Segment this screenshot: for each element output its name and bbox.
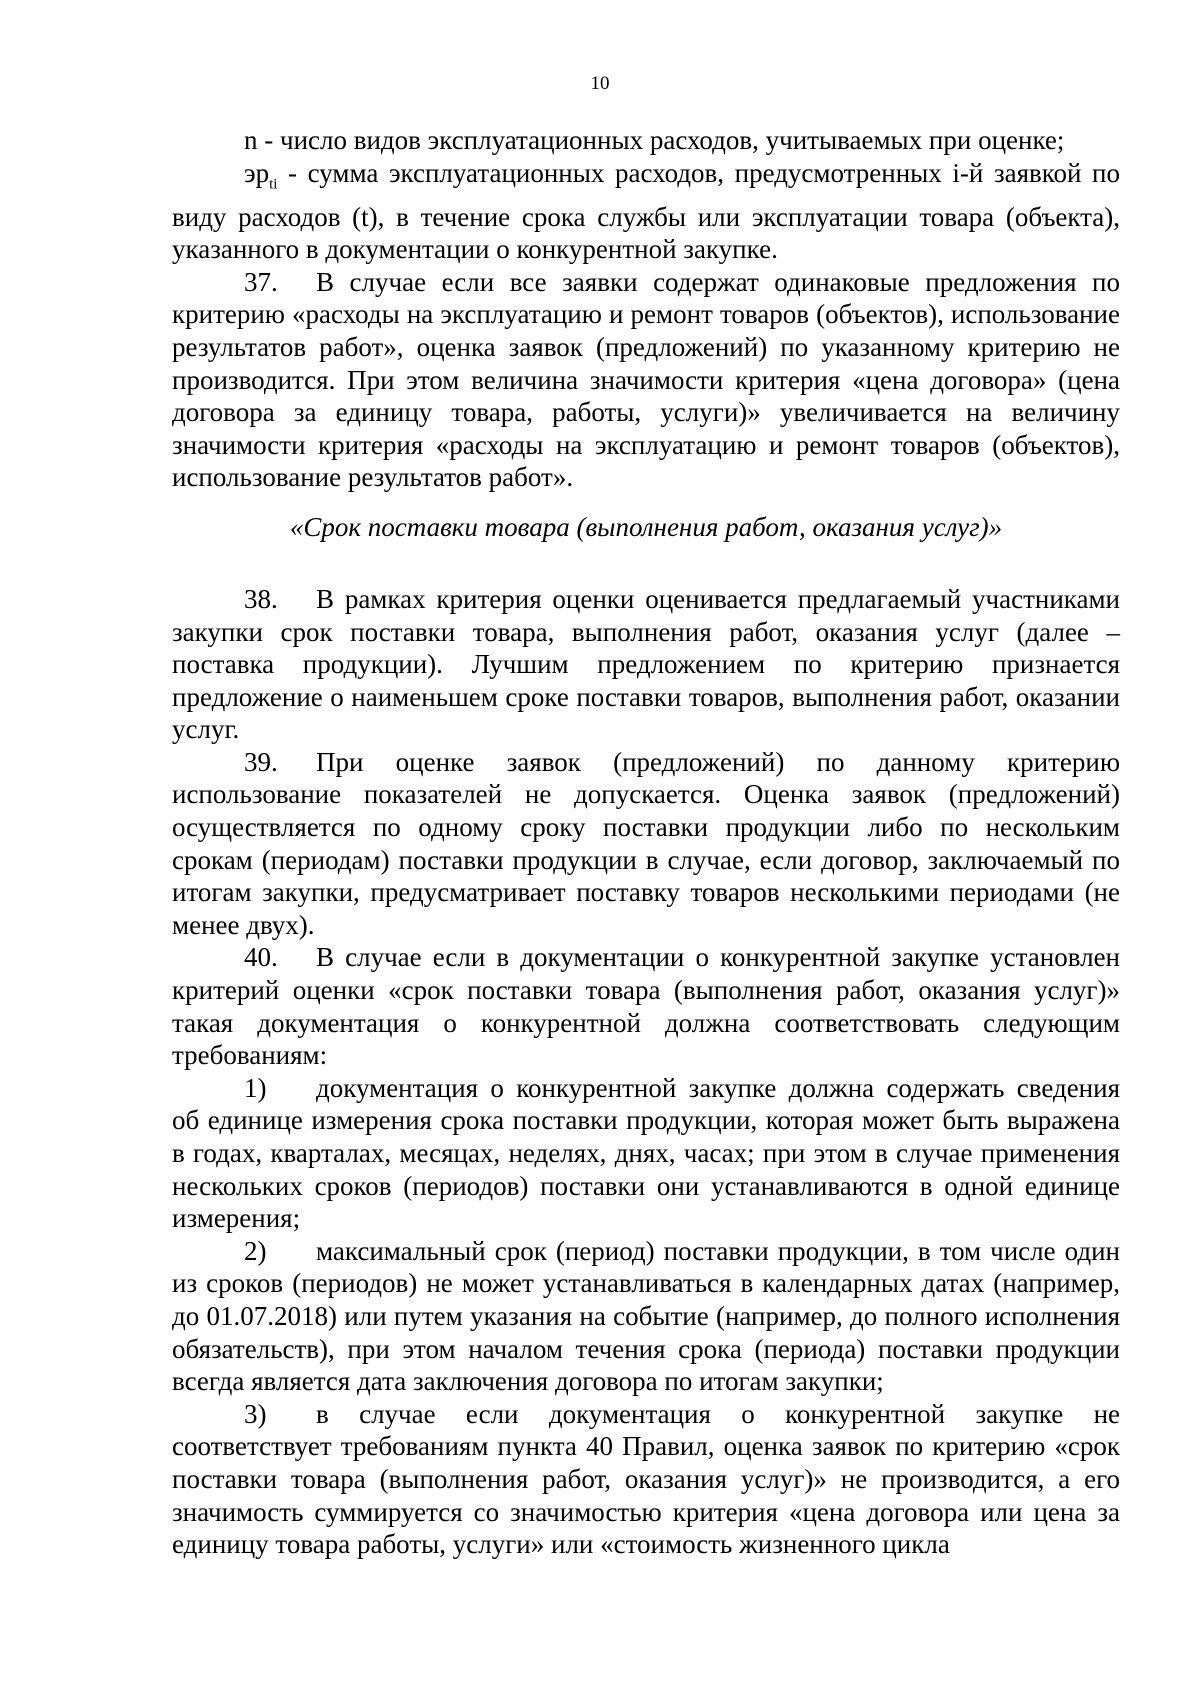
clause-37-number: 37. xyxy=(244,266,278,297)
ep-symbol: эр xyxy=(244,157,270,188)
paragraph-n-definition: n - число видов эксплуатационных расходов, учитываемых при оценке; xyxy=(244,125,1065,155)
clause-40-item-3-number: 3) xyxy=(244,1398,267,1429)
section-title: «Срок поставки товара (выполнения работ, оказания услуг)» xyxy=(289,511,1003,542)
clause-38 xyxy=(172,583,1120,746)
clause-40-item-3 xyxy=(172,1398,1120,1561)
clause-39 xyxy=(172,746,1120,942)
clause-40-item-2-text: максимальный срок (период) поставки продукции, в том числе один из сроков (периодов) не может устанавливаться в календарных датах (например, до 01.07.2018) или путем указания на событие (например, до полного исполнения обязательств), при этом началом течения срока (периода) поставки продукции всегда является дата заключения договора по итогам закупки; xyxy=(172,1235,1120,1397)
clause-40-item-1-number: 1) xyxy=(244,1072,267,1103)
clause-37-text: В случае если все заявки содержат одинаковые предложения по критерию «расходы на эксплуатацию и ремонт товаров (объектов), использование результатов работ», оценка заявок (предложений) по указанному критерию не производится. При этом величина значимости критерия «цена договора» (цена договора за единицу товара, работы, услуги)» увеличивается на величину значимости критерия «расходы на эксплуатацию и ремонт товаров (объектов), использование результатов работ». xyxy=(172,266,1120,493)
clause-40-item-1 xyxy=(172,1072,1120,1235)
clause-40-item-3-text: в случае если документация о конкурентной закупке не соответствует требованиям пункта 40 Правил, оценка заявок по критерию «срок поставки товара (выполнения работ, оказания услуг)» не производится, а его значимость суммируется со значимостью критерия «цена договора или цена за единицу товара работы, услуги» или «стоимость жизненного цикла xyxy=(172,1398,1120,1560)
clause-40 xyxy=(172,941,1120,1071)
ep-subscript: ti xyxy=(269,175,278,192)
clause-37 xyxy=(172,266,1120,494)
clause-38-number: 38. xyxy=(244,583,278,614)
page-number: 10 xyxy=(590,73,610,94)
paragraph-ep-definition xyxy=(172,157,1120,266)
clause-39-number: 39. xyxy=(244,746,278,777)
clause-40-item-1-text: документация о конкурентной закупке должна содержать сведения об единице измерения срока поставки продукции, которая может быть выражена в годах, кварталах, месяцах, неделях, днях, часах; при этом в случае применения нескольких сроков (периодов) поставки они устанавливаются в одной единице измерения; xyxy=(172,1072,1120,1234)
clause-40-item-2 xyxy=(172,1235,1120,1398)
clause-39-text: При оценке заявок (предложений) по данному критерию использование показателей не допускается. Оценка заявок (предложений) осуществляется по одному сроку поставки продукции либо по нескольким срокам (периодам) поставки продукции в случае, если договор, заключаемый по итогам закупки, предусматривает поставку товаров несколькими периодами (не менее двух). xyxy=(172,746,1120,940)
ep-definition-text: - сумма эксплуатационных расходов, предусмотренных i-й заявкой по виду расходов (t), в течение срока службы или эксплуатации товара (объекта), указанного в документации о конкурентной закупке. xyxy=(172,157,1120,265)
clause-40-item-2-number: 2) xyxy=(244,1235,267,1266)
clause-40-number: 40. xyxy=(244,942,278,973)
document-body xyxy=(172,124,1120,1561)
clause-40-text: В случае если в документации о конкурентной закупке установлен критерий оценки «срок поставки товара (выполнения работ, оказания услуг)» такая документация о конкурентной должна соответствовать следующим требованиям: xyxy=(172,942,1120,1071)
clause-38-text: В рамках критерия оценки оценивается предлагаемый участниками закупки срок поставки товара, выполнения работ, оказания услуг (далее – поставка продукции). Лучшим предложением по критерию признается предложение о наименьшем сроке поставки товаров, выполнения работ, оказании услуг. xyxy=(172,583,1120,745)
